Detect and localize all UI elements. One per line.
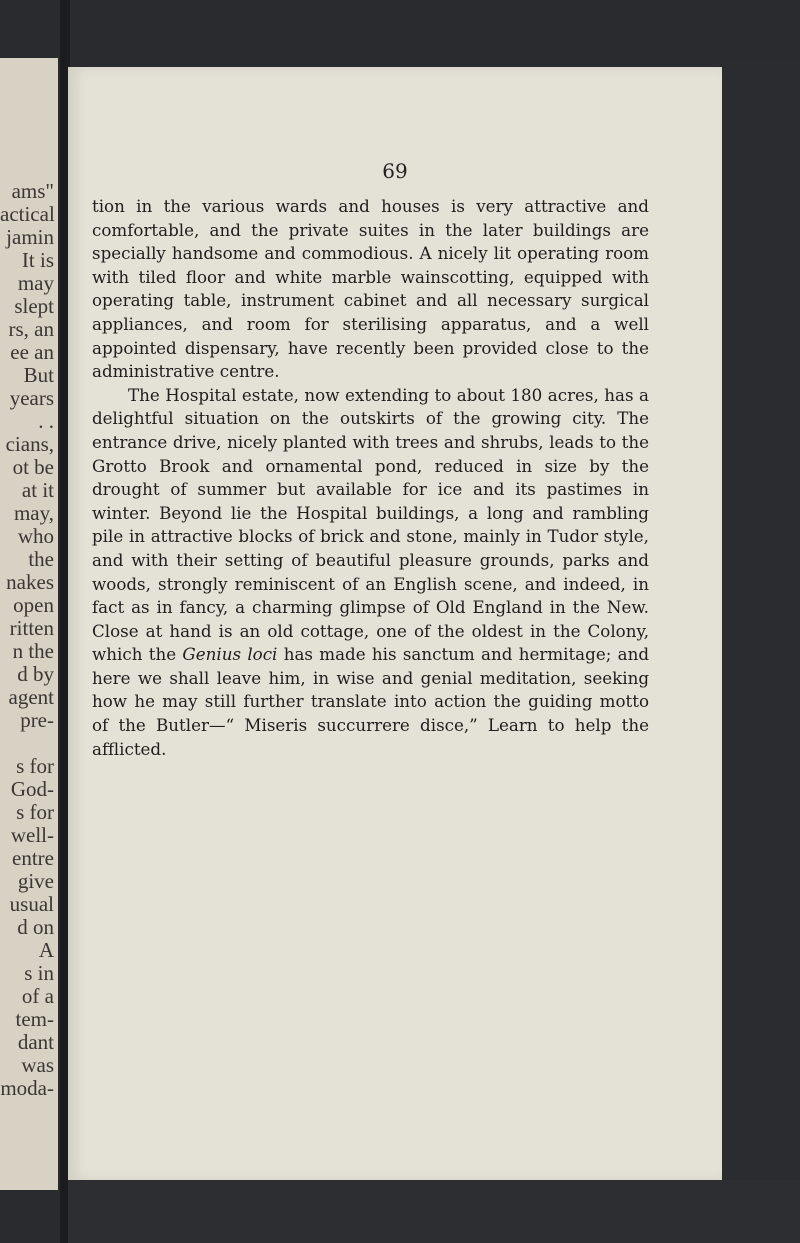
facing-page-fragment: ot be	[12, 455, 54, 479]
page-number: 69	[382, 159, 408, 183]
facing-page-fragment: actical	[0, 202, 55, 226]
facing-page-fragment: jamin	[6, 225, 54, 249]
facing-page-fragment: s for	[16, 800, 54, 824]
facing-page-fragment: entre	[12, 846, 54, 870]
facing-page-fragment: But	[23, 363, 54, 387]
background-right	[722, 60, 800, 1243]
facing-page-fragment: d by	[17, 662, 54, 686]
facing-page-fragment: usual	[9, 892, 54, 916]
facing-page-fragment: slept	[14, 294, 54, 318]
facing-page-fragment: may,	[13, 501, 54, 525]
facing-page-fragment: . .	[38, 409, 54, 433]
facing-page-fragment: well-	[10, 823, 54, 847]
facing-page-text-column	[0, 180, 58, 1100]
facing-page-fragment: ee an	[10, 340, 54, 364]
facing-page-fragment: A	[38, 938, 54, 962]
italic-phrase: Genius loci	[182, 644, 278, 665]
text-segment: tion in the various wards and houses is very attractive and comfortable, and the private suites in the later buildings are specially handsome and commodious. A nicely lit operating room with tiled floor and white marble wainscotting, equipped with operating table, instrument cabinet and all necessary surgical appliances, and room for sterilising apparatus, and a well appointed dispensary, have recently been provided close to the administrative centre.	[92, 196, 649, 382]
book-page	[68, 67, 722, 1180]
facing-page-fragment: at it	[21, 478, 54, 502]
facing-page-fragment: cians,	[5, 432, 54, 456]
facing-page-fragment: dant	[17, 1030, 54, 1054]
facing-page-fragment: of a	[21, 984, 54, 1008]
facing-page-fragment: n the	[12, 639, 54, 663]
facing-page-fragment: s for	[16, 754, 54, 778]
facing-page-fragment: It is	[21, 248, 54, 272]
facing-page-fragment: open	[13, 593, 54, 617]
facing-page-fragment: God-	[10, 777, 54, 801]
facing-page-fragment: nakes	[6, 570, 54, 594]
facing-page-fragment: may	[17, 271, 54, 295]
facing-page-fragment: years	[9, 386, 54, 410]
facing-page-fragment: tem-	[15, 1007, 54, 1031]
facing-page-fragment: ams"	[11, 179, 54, 203]
facing-page-fragment: rs, an	[8, 317, 54, 341]
facing-page-fragment: agent	[8, 685, 54, 709]
text-segment: The Hospital estate, now extending to about 180 acres, has a delightful situation on the outskirts of the growing city. The entrance drive, nicely planted with trees and shrubs, leads to the Grotto Brook and ornamental pond, reduced in size by the drought of summer but available for ice and its pastimes in winter. Beyond lie the Hospital buildings, a long and rambling pile in attractive blocks of brick and stone, mainly in Tudor style, and with their setting of beautiful pleasure grounds, parks and woods, strongly reminiscent of an English scene, and indeed, in fact as in fancy, a charming glimpse of Old England in the New. Close at hand is an old cottage, one of the oldest in the Colony, which the	[92, 384, 649, 665]
background-bottom	[68, 1180, 800, 1243]
paragraph	[92, 384, 649, 762]
facing-page-fragment: s in	[24, 961, 54, 985]
facing-page-fragment: give	[17, 869, 54, 893]
facing-page-edge	[0, 58, 58, 1190]
paragraph	[92, 195, 649, 384]
facing-page-fragment: the	[28, 547, 54, 571]
facing-page-fragment: who	[17, 524, 54, 548]
facing-page-fragment: d on	[17, 915, 54, 939]
facing-page-fragment: pre-	[20, 708, 54, 732]
facing-page-fragment: moda-	[0, 1076, 54, 1100]
facing-page-fragment: was	[21, 1053, 54, 1077]
text-segment: has made his sanctum and hermitage; and here we shall leave him, in wise and genial meditation, seeking how he may still further translate into action the guiding motto of the Butler—“ Miseris succurrere disce,” Learn to help the afflicted.	[92, 644, 649, 759]
facing-page-fragment	[0, 732, 58, 755]
facing-page-fragment: ritten	[9, 616, 54, 640]
body-text	[92, 195, 649, 761]
